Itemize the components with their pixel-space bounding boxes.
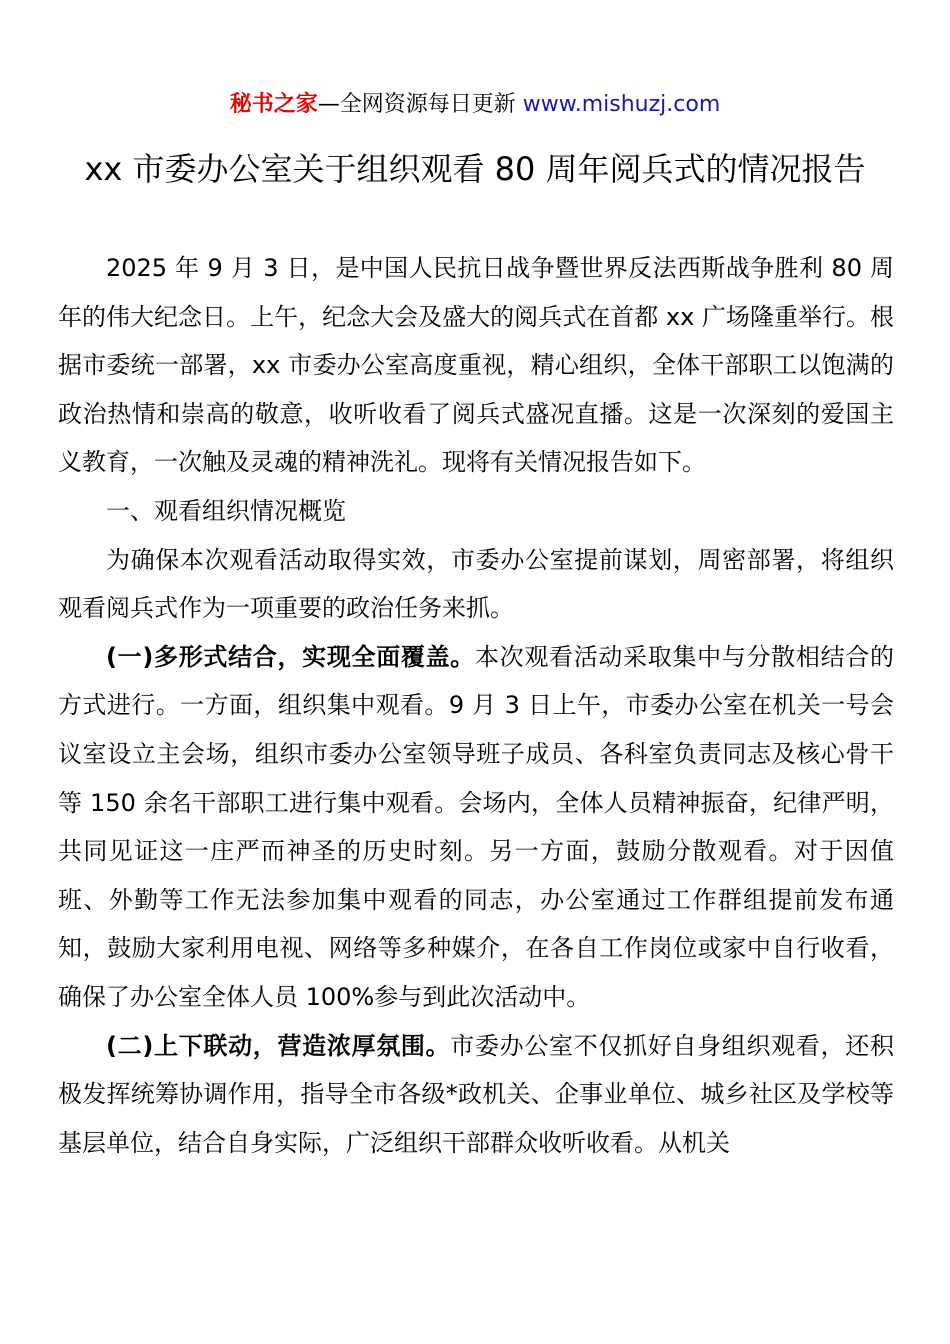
point-text-2: 市委办公室不仅抓好自身组织观看，还积极发挥统筹协调作用，指导全市各级*政机关、企事业单位、城乡社区及学校等基层单位，结合自身实际，广泛组织干部群众收听收看。从机关 <box>58 1031 895 1157</box>
section-heading: 一、观看组织情况概览 <box>106 496 346 525</box>
site-banner <box>0 88 950 122</box>
intro-paragraph: 2025 年 9 月 3 日，是中国人民抗日战争暨世界反法西斯战争胜利 80 周年的伟大纪念日。上午，纪念大会及盛大的阅兵式在首都 xx 广场隆重举行。根据市委统一部署，xx 市委办公室高度重视，精心组织，全体干部职工以饱满的政治热情和崇高的敬意，收听收看了阅兵式盛况直播。这是一次深刻的爱国主义教育，一次触及灵魂的精神洗礼。现将有关情况报告如下。 <box>58 254 894 477</box>
banner-url-link[interactable]: www.mishuzj.com <box>522 92 721 117</box>
banner-tagline: —全网资源每日更新 <box>317 92 516 117</box>
point-heading-2: (二)上下联动，营造浓厚氛围。 <box>106 1031 451 1060</box>
point-paragraph-2 <box>58 1022 894 1168</box>
document-title: xx 市委办公室关于组织观看 80 周年阅兵式的情况报告 <box>84 150 866 188</box>
point-paragraph-1 <box>58 633 894 1022</box>
section-intro-paragraph: 为确保本次观看活动取得实效，市委办公室提前谋划，周密部署，将组织观看阅兵式作为一项重要的政治任务来抓。 <box>58 545 894 623</box>
point-heading-1: (一)多形式结合，实现全面覆盖。 <box>106 642 475 671</box>
point-text-1: 本次观看活动采取集中与分散相结合的方式进行。一方面，组织集中观看。9 月 3 日上午，市委办公室在机关一号会议室设立主会场，组织市委办公室领导班子成员、各科室负责同志及核心骨干等 150 余名干部职工进行集中观看。会场内，全体人员精神振奋，纪律严明，共同见证这一庄严而神圣的历史时刻。另一方面，鼓励分散观看。对于因值班、外勤等工作无法参加集中观看的同志，办公室通过工作群组提前发布通知，鼓励大家利用电视、网络等多种媒介，在各自工作岗位或家中自行收看，确保了办公室全体人员 100%参与到此次活动中。 <box>58 642 894 1011</box>
banner-brand: 秘书之家 <box>229 92 318 117</box>
document-body <box>58 244 894 1167</box>
